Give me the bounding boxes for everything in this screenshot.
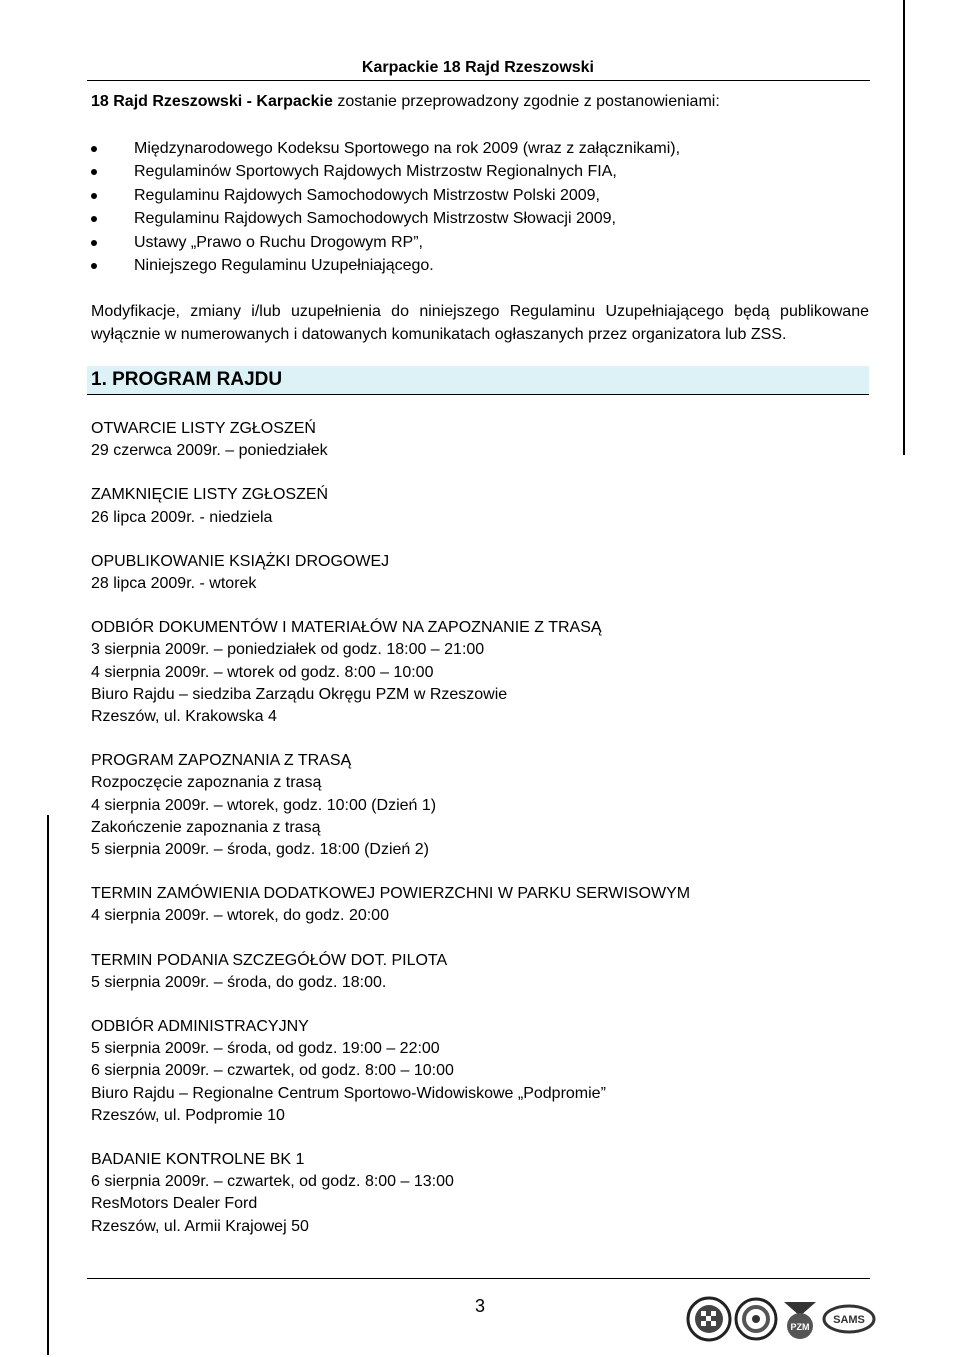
- bullet-icon: [91, 263, 97, 269]
- automobilklub-logo: [734, 1296, 778, 1342]
- running-header: Karpackie 18 Rajd Rzeszowski: [361, 59, 594, 76]
- page-number: 3: [474, 1296, 485, 1316]
- program-block: [91, 418, 690, 462]
- list-item: Regulaminów Sportowych Rajdowych Mistrzostw Regionalnych FIA,: [91, 160, 680, 183]
- pzm-logo: [780, 1296, 820, 1342]
- program-block-heading: ZAMKNIĘCIE LISTY ZGŁOSZEŃ: [91, 486, 329, 504]
- program-block-detail: 28 lipca 2009r. - wtorek: [91, 575, 257, 593]
- rzeszowski-rally-logo: [686, 1296, 732, 1342]
- program-block: [91, 883, 690, 927]
- program-block-detail: ResMotors Dealer Ford: [91, 1195, 258, 1213]
- program-block: [91, 1149, 690, 1238]
- bullet-icon: [91, 169, 97, 175]
- header-divider: [87, 80, 870, 81]
- program-block-heading: TERMIN ZAMÓWIENIA DODATKOWEJ POWIERZCHNI W PARKU SERWISOWYM: [91, 885, 691, 903]
- program-block-detail: 5 sierpnia 2009r. – środa, do godz. 18:00.: [91, 973, 387, 991]
- list-item: Ustawy „Prawo o Ruchu Drogowym RP”,: [91, 231, 680, 254]
- program-schedule: [91, 418, 690, 1260]
- footer-divider: [87, 1278, 870, 1279]
- program-block-heading: ODBIÓR ADMINISTRACYJNY: [91, 1018, 309, 1036]
- intro-sentence: [91, 93, 720, 111]
- sams-logo: [822, 1296, 876, 1342]
- program-block-detail: Zakończenie zapoznania z trasą: [91, 818, 321, 836]
- regulations-list: [91, 137, 680, 277]
- intro-rest: zostanie przeprowadzony zgodnie z postanowieniami:: [332, 93, 720, 110]
- program-block-heading: OPUBLIKOWANIE KSIĄŻKI DROGOWEJ: [91, 552, 390, 570]
- program-block-heading: TERMIN PODANIA SZCZEGÓŁÓW DOT. PILOTA: [91, 951, 448, 969]
- program-block: [91, 1016, 690, 1127]
- bullet-icon: [91, 240, 97, 246]
- program-block: [91, 484, 690, 528]
- margin-rule-right: [903, 0, 905, 455]
- pzm-logo-text: PZM: [790, 1322, 810, 1332]
- program-block-detail: Biuro Rajdu – Regionalne Centrum Sportowo-Widowiskowe „Podpromie”: [91, 1084, 606, 1102]
- program-block-detail: Rzeszów, ul. Krakowska 4: [91, 708, 277, 726]
- program-block-detail: 4 sierpnia 2009r. – wtorek, do godz. 20:00: [91, 907, 389, 925]
- bullet-icon: [91, 216, 97, 222]
- program-block-heading: PROGRAM ZAPOZNANIA Z TRASĄ: [91, 752, 352, 770]
- list-item: Międzynarodowego Kodeksu Sportowego na rok 2009 (wraz z załącznikami),: [91, 137, 680, 160]
- program-block-detail: 5 sierpnia 2009r. – środa, godz. 18:00 (Dzień 2): [91, 841, 429, 859]
- program-block: [91, 950, 690, 994]
- program-block-detail: 6 sierpnia 2009r. – czwartek, od godz. 8:00 – 13:00: [91, 1173, 454, 1191]
- program-block-detail: 29 czerwca 2009r. – poniedziałek: [91, 442, 328, 460]
- program-block-heading: ODBIÓR DOKUMENTÓW I MATERIAŁÓW NA ZAPOZNANIE Z TRASĄ: [91, 619, 602, 637]
- program-block: [91, 617, 690, 728]
- program-block: [91, 551, 690, 595]
- program-block-detail: 5 sierpnia 2009r. – środa, od godz. 19:00 – 22:00: [91, 1040, 440, 1058]
- sponsor-logos: [686, 1296, 876, 1342]
- list-item: Regulaminu Rajdowych Samochodowych Mistrzostw Słowacji 2009,: [91, 207, 680, 230]
- program-block-detail: 26 lipca 2009r. - niedziela: [91, 508, 273, 526]
- program-block-detail: Rzeszów, ul. Armii Krajowej 50: [91, 1217, 309, 1235]
- list-item: Regulaminu Rajdowych Samochodowych Mistrzostw Polski 2009,: [91, 184, 680, 207]
- modifications-paragraph: Modyfikacje, zmiany i/lub uzupełnienia do niniejszego Regulaminu Uzupełniającego będą publikowane wyłącznie w numerowanych i datowanych komunikatach ogłaszanych przez organizatora lub ZSS.: [91, 303, 869, 343]
- bullet-icon: [91, 146, 97, 152]
- section-title: 1. PROGRAM RAJDU: [91, 369, 283, 390]
- program-block-detail: 3 sierpnia 2009r. – poniedziałek od godz. 18:00 – 21:00: [91, 641, 485, 659]
- margin-rule-left: [47, 815, 49, 1355]
- list-item: Niniejszego Regulaminu Uzupełniającego.: [91, 254, 680, 277]
- program-block-detail: 6 sierpnia 2009r. – czwartek, od godz. 8:00 – 10:00: [91, 1062, 454, 1080]
- program-block-heading: OTWARCIE LISTY ZGŁOSZEŃ: [91, 420, 316, 437]
- program-block-heading: BADANIE KONTROLNE BK 1: [91, 1151, 305, 1169]
- program-block-detail: Rozpoczęcie zapoznania z trasą: [91, 774, 322, 792]
- bullet-icon: [91, 193, 97, 199]
- program-block-detail: 4 sierpnia 2009r. – wtorek od godz. 8:00 – 10:00: [91, 663, 434, 681]
- section-heading-bar: [87, 366, 869, 395]
- program-block: [91, 750, 690, 861]
- sams-logo-text: SAMS: [833, 1314, 865, 1326]
- program-block-detail: Biuro Rajdu – siedziba Zarządu Okręgu PZM w Rzeszowie: [91, 685, 508, 703]
- program-block-detail: 4 sierpnia 2009r. – wtorek, godz. 10:00 (Dzień 1): [91, 796, 437, 814]
- intro-rally-name: 18 Rajd Rzeszowski - Karpackie: [91, 93, 333, 110]
- program-block-detail: Rzeszów, ul. Podpromie 10: [91, 1106, 285, 1124]
